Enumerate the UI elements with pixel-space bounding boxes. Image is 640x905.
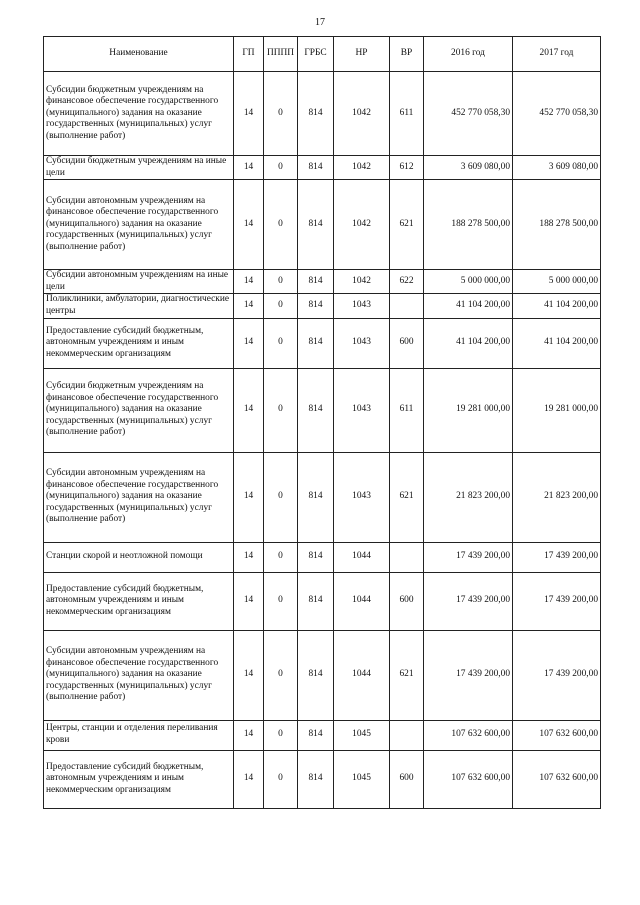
vr-cell: 621 <box>390 452 424 542</box>
gp-cell: 14 <box>234 452 264 542</box>
vr-cell: 600 <box>390 572 424 630</box>
nr-cell: 1042 <box>334 270 390 294</box>
name-cell: Субсидии автономным учреждениям на иные цели <box>44 270 234 294</box>
nr-cell: 1044 <box>334 572 390 630</box>
name-cell: Субсидии автономным учреждениям на финансовое обеспечение государственного (муниципального) задания на оказание государственных (муниципальных) услуг (выполнение работ) <box>44 180 234 270</box>
pppp-cell: 0 <box>264 180 298 270</box>
header-gp: ГП <box>234 37 264 72</box>
amount-2017-cell: 17 439 200,00 <box>513 630 601 720</box>
nr-cell: 1045 <box>334 720 390 750</box>
amount-2016-cell: 188 278 500,00 <box>424 180 513 270</box>
grbs-cell: 814 <box>298 294 334 318</box>
table-row <box>44 270 601 294</box>
vr-cell: 621 <box>390 180 424 270</box>
amount-2017-cell: 188 278 500,00 <box>513 180 601 270</box>
gp-cell: 14 <box>234 630 264 720</box>
header-2017: 2017 год <box>513 37 601 72</box>
gp-cell: 14 <box>234 180 264 270</box>
grbs-cell: 814 <box>298 630 334 720</box>
vr-cell <box>390 720 424 750</box>
pppp-cell: 0 <box>264 294 298 318</box>
vr-cell: 622 <box>390 270 424 294</box>
nr-cell: 1043 <box>334 452 390 542</box>
gp-cell: 14 <box>234 294 264 318</box>
amount-2016-cell: 107 632 600,00 <box>424 720 513 750</box>
table-row <box>44 720 601 750</box>
name-cell: Субсидии автономным учреждениям на финансовое обеспечение государственного (муниципального) задания на оказание государственных (муниципальных) услуг (выполнение работ) <box>44 630 234 720</box>
amount-2017-cell: 107 632 600,00 <box>513 720 601 750</box>
amount-2016-cell: 41 104 200,00 <box>424 318 513 368</box>
vr-cell: 611 <box>390 72 424 156</box>
nr-cell: 1044 <box>334 542 390 572</box>
header-vr: ВР <box>390 37 424 72</box>
name-cell: Субсидии автономным учреждениям на финансовое обеспечение государственного (муниципального) задания на оказание государственных (муниципальных) услуг (выполнение работ) <box>44 452 234 542</box>
amount-2016-cell: 17 439 200,00 <box>424 542 513 572</box>
amount-2017-cell: 17 439 200,00 <box>513 542 601 572</box>
amount-2017-cell: 3 609 080,00 <box>513 156 601 180</box>
amount-2016-cell: 3 609 080,00 <box>424 156 513 180</box>
gp-cell: 14 <box>234 72 264 156</box>
header-name: Наименование <box>44 37 234 72</box>
name-cell: Субсидии бюджетным учреждениям на финансовое обеспечение государственного (муниципального) задания на оказание государственных (муниципальных) услуг (выполнение работ) <box>44 72 234 156</box>
amount-2016-cell: 21 823 200,00 <box>424 452 513 542</box>
grbs-cell: 814 <box>298 572 334 630</box>
header-pppp: ПППП <box>264 37 298 72</box>
table-row <box>44 630 601 720</box>
name-cell: Предоставление субсидий бюджетным, автономным учреждениям и иным некоммерческим организациям <box>44 318 234 368</box>
grbs-cell: 814 <box>298 452 334 542</box>
amount-2017-cell: 17 439 200,00 <box>513 572 601 630</box>
table-body <box>44 72 601 809</box>
name-cell: Центры, станции и отделения переливания крови <box>44 720 234 750</box>
amount-2016-cell: 107 632 600,00 <box>424 750 513 808</box>
name-cell: Субсидии бюджетным учреждениям на иные цели <box>44 156 234 180</box>
grbs-cell: 814 <box>298 270 334 294</box>
table-row <box>44 156 601 180</box>
grbs-cell: 814 <box>298 72 334 156</box>
grbs-cell: 814 <box>298 156 334 180</box>
table-row <box>44 452 601 542</box>
amount-2016-cell: 17 439 200,00 <box>424 630 513 720</box>
pppp-cell: 0 <box>264 318 298 368</box>
amount-2016-cell: 5 000 000,00 <box>424 270 513 294</box>
vr-cell: 600 <box>390 750 424 808</box>
amount-2017-cell: 5 000 000,00 <box>513 270 601 294</box>
table-row <box>44 294 601 318</box>
table-row <box>44 180 601 270</box>
gp-cell: 14 <box>234 270 264 294</box>
grbs-cell: 814 <box>298 750 334 808</box>
header-grbs: ГРБС <box>298 37 334 72</box>
gp-cell: 14 <box>234 156 264 180</box>
grbs-cell: 814 <box>298 720 334 750</box>
pppp-cell: 0 <box>264 720 298 750</box>
nr-cell: 1043 <box>334 368 390 452</box>
amount-2017-cell: 107 632 600,00 <box>513 750 601 808</box>
pppp-cell: 0 <box>264 750 298 808</box>
amount-2017-cell: 41 104 200,00 <box>513 294 601 318</box>
page-number: 17 <box>315 17 325 28</box>
pppp-cell: 0 <box>264 452 298 542</box>
table-row <box>44 542 601 572</box>
pppp-cell: 0 <box>264 572 298 630</box>
gp-cell: 14 <box>234 542 264 572</box>
nr-cell: 1042 <box>334 72 390 156</box>
nr-cell: 1045 <box>334 750 390 808</box>
gp-cell: 14 <box>234 720 264 750</box>
name-cell: Поликлиники, амбулатории, диагностические центры <box>44 294 234 318</box>
pppp-cell: 0 <box>264 368 298 452</box>
table-row <box>44 72 601 156</box>
amount-2016-cell: 17 439 200,00 <box>424 572 513 630</box>
grbs-cell: 814 <box>298 542 334 572</box>
table-row <box>44 368 601 452</box>
gp-cell: 14 <box>234 750 264 808</box>
pppp-cell: 0 <box>264 630 298 720</box>
amount-2017-cell: 21 823 200,00 <box>513 452 601 542</box>
vr-cell: 600 <box>390 318 424 368</box>
grbs-cell: 814 <box>298 368 334 452</box>
budget-table <box>43 36 601 809</box>
nr-cell: 1042 <box>334 156 390 180</box>
nr-cell: 1043 <box>334 294 390 318</box>
gp-cell: 14 <box>234 572 264 630</box>
pppp-cell: 0 <box>264 270 298 294</box>
name-cell: Предоставление субсидий бюджетным, автономным учреждениям и иным некоммерческим организациям <box>44 750 234 808</box>
header-nr: НР <box>334 37 390 72</box>
amount-2016-cell: 19 281 000,00 <box>424 368 513 452</box>
vr-cell: 612 <box>390 156 424 180</box>
amount-2017-cell: 41 104 200,00 <box>513 318 601 368</box>
name-cell: Предоставление субсидий бюджетным, автономным учреждениям и иным некоммерческим организациям <box>44 572 234 630</box>
amount-2016-cell: 452 770 058,30 <box>424 72 513 156</box>
amount-2017-cell: 19 281 000,00 <box>513 368 601 452</box>
nr-cell: 1044 <box>334 630 390 720</box>
table-row <box>44 750 601 808</box>
nr-cell: 1043 <box>334 318 390 368</box>
vr-cell <box>390 542 424 572</box>
gp-cell: 14 <box>234 318 264 368</box>
name-cell: Субсидии бюджетным учреждениям на финансовое обеспечение государственного (муниципального) задания на оказание государственных (муниципальных) услуг (выполнение работ) <box>44 368 234 452</box>
grbs-cell: 814 <box>298 180 334 270</box>
nr-cell: 1042 <box>334 180 390 270</box>
table-row <box>44 572 601 630</box>
pppp-cell: 0 <box>264 156 298 180</box>
vr-cell: 621 <box>390 630 424 720</box>
header-2016: 2016 год <box>424 37 513 72</box>
pppp-cell: 0 <box>264 542 298 572</box>
vr-cell: 611 <box>390 368 424 452</box>
amount-2016-cell: 41 104 200,00 <box>424 294 513 318</box>
vr-cell <box>390 294 424 318</box>
gp-cell: 14 <box>234 368 264 452</box>
header-row <box>44 37 601 72</box>
amount-2017-cell: 452 770 058,30 <box>513 72 601 156</box>
pppp-cell: 0 <box>264 72 298 156</box>
table-row <box>44 318 601 368</box>
name-cell: Станции скорой и неотложной помощи <box>44 542 234 572</box>
grbs-cell: 814 <box>298 318 334 368</box>
